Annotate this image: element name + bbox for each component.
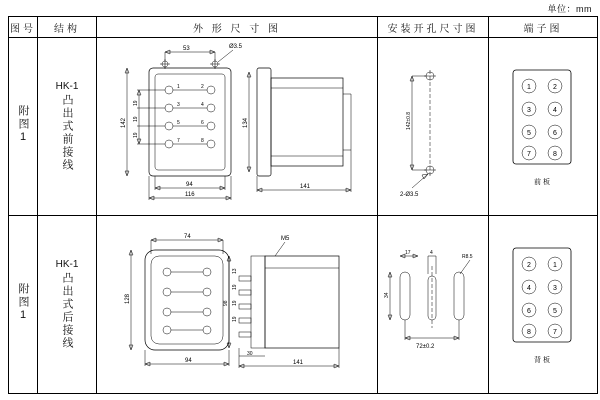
structure-text-2: 凸出式后接线 [61,272,74,350]
svg-text:背 板: 背 板 [534,357,550,364]
svg-text:4: 4 [553,107,557,114]
svg-text:3: 3 [553,285,557,292]
svg-text:前 板: 前 板 [534,179,550,186]
cell-structure-1 [38,38,97,216]
svg-text:94: 94 [186,182,193,188]
svg-text:R8.5: R8.5 [462,254,473,260]
svg-text:128: 128 [125,293,131,304]
svg-text:116: 116 [185,192,195,198]
table-header-row [9,17,598,38]
svg-text:72±0.2: 72±0.2 [416,344,435,350]
header-fig-no: 图号 [9,17,38,38]
svg-text:2: 2 [201,84,204,90]
structure-model-1: HK-1 [55,81,79,92]
mounting-drawing-2 [378,216,488,393]
terminal-drawing-2 [489,216,597,393]
svg-text:134: 134 [243,117,249,128]
mounting-drawing-1 [378,38,488,215]
terminal-drawing-1 [489,38,597,215]
svg-text:4: 4 [201,102,204,108]
svg-text:19: 19 [232,300,238,306]
svg-text:1: 1 [553,262,557,269]
cell-fig-no-1 [9,38,38,216]
cell-mounting-1 [378,38,489,216]
cell-structure-2 [38,216,97,394]
svg-text:13: 13 [232,268,238,274]
svg-text:8: 8 [201,138,204,144]
unit-note: 单位：mm [547,4,592,14]
svg-text:98: 98 [223,300,229,306]
svg-text:2-Ø3.5: 2-Ø3.5 [400,192,419,198]
svg-text:3: 3 [527,107,531,114]
svg-text:2: 2 [527,262,531,269]
svg-text:7: 7 [553,329,557,336]
svg-text:141: 141 [293,360,304,366]
svg-text:19: 19 [232,284,238,290]
svg-text:142±0.8: 142±0.8 [406,111,412,130]
svg-text:17: 17 [405,250,411,256]
dimension-table [8,16,598,394]
structure-text-1: 凸出式前接线 [61,94,74,172]
svg-text:19: 19 [133,100,139,106]
cell-mounting-2 [378,216,489,394]
svg-text:74: 74 [184,234,191,240]
svg-text:6: 6 [553,130,557,137]
header-outline-dim: 外 形 尺 寸 图 [97,17,378,38]
svg-text:5: 5 [527,130,531,137]
svg-text:2: 2 [553,84,557,91]
svg-text:30: 30 [247,351,253,357]
svg-text:19: 19 [133,132,139,138]
table-row [9,38,598,216]
svg-text:6: 6 [527,308,531,315]
header-terminal: 端子图 [489,17,598,38]
header-structure: 结构 [38,17,97,38]
structure-model-2: HK-1 [55,259,79,270]
svg-text:5: 5 [177,120,180,126]
svg-text:94: 94 [185,358,192,364]
header-mounting-dim: 安装开孔尺寸图 [378,17,489,38]
cell-fig-no-2 [9,216,38,394]
svg-text:7: 7 [527,151,531,158]
svg-text:1: 1 [527,84,531,91]
fig-no-label-1: 附图1 [17,105,30,145]
svg-text:Ø3.5: Ø3.5 [229,44,243,50]
svg-text:19: 19 [232,316,238,322]
svg-text:8: 8 [553,151,557,158]
outline-drawing-1 [97,38,377,215]
svg-text:M5: M5 [281,236,290,242]
svg-text:34: 34 [384,292,390,298]
svg-text:53: 53 [183,46,190,52]
svg-text:3: 3 [177,102,180,108]
cell-terminal-1 [489,38,598,216]
svg-text:142: 142 [121,117,127,128]
svg-text:6: 6 [201,120,204,126]
svg-text:1: 1 [177,84,180,90]
fig-no-label-2: 附图1 [17,283,30,323]
table-row [9,216,598,394]
svg-text:141: 141 [300,184,311,190]
svg-text:4: 4 [430,250,433,256]
cell-outline-1 [97,38,378,216]
cell-terminal-2 [489,216,598,394]
cell-outline-2 [97,216,378,394]
outline-drawing-2 [97,216,377,393]
svg-text:19: 19 [133,116,139,122]
svg-text:8: 8 [527,329,531,336]
svg-text:7: 7 [177,138,180,144]
svg-text:5: 5 [553,308,557,315]
svg-text:4: 4 [527,285,531,292]
